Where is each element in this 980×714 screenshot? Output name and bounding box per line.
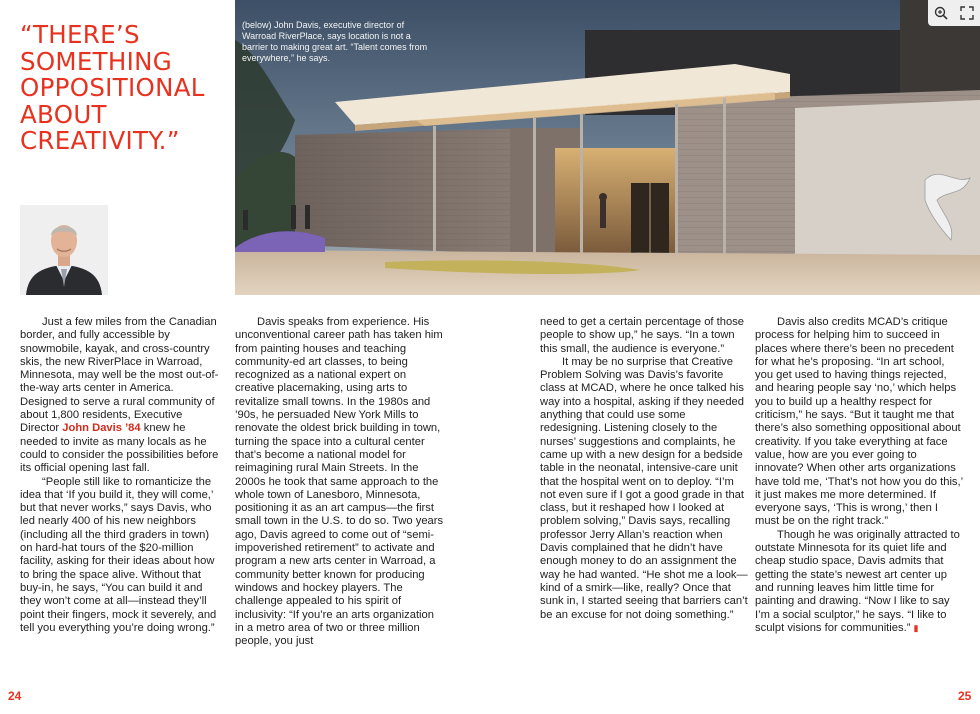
portrait-illustration [20,205,108,295]
paragraph: Davis speaks from experience. His unconventional career path has taken him from painting houses and teaching community-ed art classes, to being recognized as a national expert on creative placemaking, using arts to revitalize small towns. In the 1980s and ’90s, he persuaded New York Mills to renovate the oldest brick building in town, turning the space into a cultural center that’s become a national model for reimagining rural Main Streets. In the 2000s he took that same approach to the whole town of Lanesboro, Minnesota, positioning it as an art campus—the first small town in the U.S. to do so. Two years ago, Davis agreed to come out of “semi-impoverished retirement” to activate and program a new arts center in Warroad, a community better known for producing windows and hockey players. The challenge appealed to his spirit of inclusivity: “If you’re an arts organization in a metro area of two or three million people, you just [235,316,444,648]
paragraph: need to get a certain percentage of those people to show up,” he says. “In a town this small, the audience is everyone.” [540,316,745,355]
paragraph: Just a few miles from the Canadian border, and fully accessible by snowmobile, kayak, and cross-country skis, the new RiverPlace in Warroad, Minnesota, may well be the most out-of-the-way arts center in America. Designed to serve a rural community of about 1,800 residents, Executive Director John Davis ’84 knew he needed to invite as many locals as he could to consider the possibilities before its official opening last fall. [20,316,219,475]
image-toolbar [928,0,980,26]
paragraph: It may be no surprise that Creative Problem Solving was Davis’s favorite class at MCAD, where he once talked his way into a hospital, asking if they needed anything that could use some redesigning. Listening closely to the nurses’ suggestions and complaints, he came up with a new design for a bedside table in the neonatal, intensive-care unit that the hospital went on to deploy. “I’m not even sure if I got a good grade in that class, but it reshaped how I looked at problem solving,” Davis says, recalling professor Jerry Allan’s reaction when Davis complained that he didn’t have enough money to do an assignment the way he had wanted. “He shot me a look—kind of a smirk—like, really? Once that sunk in, I started seeing that barriers can’t be an excuse for not doing something.” [540,355,748,621]
paragraph: Though he was originally attracted to outstate Minnesota for its quiet life and cheap studio space, Davis admits that getting the state’s newest art center up and running leaves him little time for painting and drawing. “Now I like to say I’m a social sculptor,” he says. “I like to sculpt visions for communities.” ▮ [755,528,960,634]
paragraph: Davis also credits MCAD’s critique process for helping him to succeed in places where there’s been no precedent for what he’s proposing. “In art school, you get used to having things rejected, and hearing people say ‘no,’ which helps you to build up a healthy respect for criticism,” he says. “But it taught me that there’s also something oppositional about creativity. If you take everything at face value, how are you ever going to innovate? When other arts organizations have told me, ‘That’s not how you do this,’ it just makes me more determined. If everyone says, ‘This is wrong,’ then I must be on the right track.” [755,316,963,528]
zoom-in-icon[interactable] [932,4,950,22]
text-column-1 [20,316,223,635]
text-column-3 [540,316,748,622]
text-column-2 [235,316,445,648]
photo-caption: (below) John Davis, executive director of Warroad RiverPlace, says location is not a barrier to making great art. “Talent comes from everywhere,” he says. [242,20,428,63]
fullscreen-icon[interactable] [958,4,976,22]
paragraph: “People still like to romanticize the idea that ‘If you build it, they will come,’ but that never works,” says Davis, who led nearly 400 of his new neighbors (including all the third graders in town) on hard-hat tours of the $20-million facility, asking for their ideas about how to bring the space alive. Without that buy-in, he says, “You can build it and they won’t come at all—instead they’ll point their fingers, mock it severely, and tell you everything you’re doing wrong.” [20,475,217,634]
author-name-highlight: John Davis ’84 [62,422,141,435]
text-column-4 [755,316,963,635]
zoom-in-glyph [934,6,948,20]
end-mark-icon: ▮ [913,622,919,633]
page-number-right: 25 [958,689,972,703]
page-number-left: 24 [8,689,22,703]
fullscreen-glyph [960,6,974,20]
portrait-photo [20,205,108,295]
pull-quote: “THERE’S SOMETHING OPPOSITIONAL ABOUT CREATIVITY.” [20,20,205,155]
